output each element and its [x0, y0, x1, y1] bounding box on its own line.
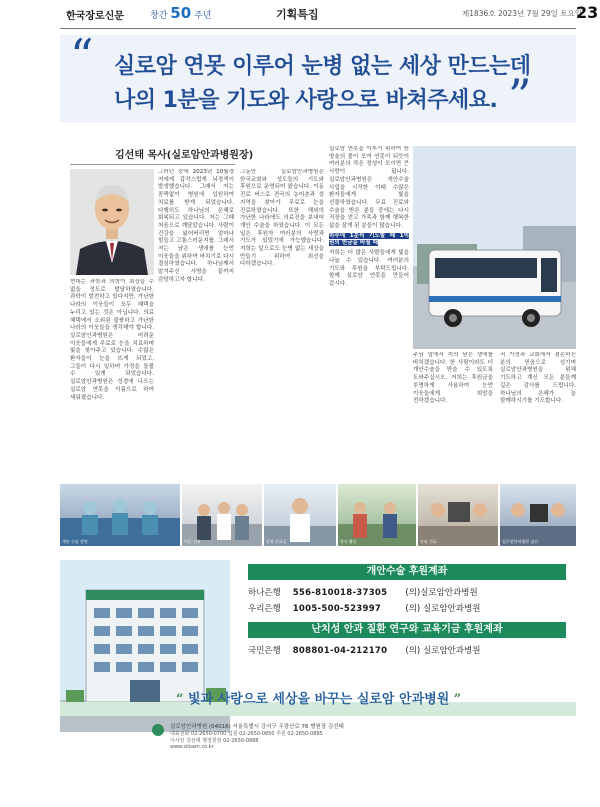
donation-advertisement [60, 560, 576, 750]
mobile-clinic-bus-photo [413, 146, 576, 349]
bank-name: 국민은행 [248, 646, 281, 656]
highlighted-quote: 하루에 1분씩 기도할 때 1억 원의 헌금을 바칠 때 [329, 232, 409, 247]
hospital-contact-footer [60, 722, 576, 750]
photo-caption: 이동 진료 [184, 539, 201, 544]
volunteers-icon [338, 484, 416, 546]
account-holder: (의) 실로암안과병원 [405, 604, 481, 614]
footer-phone: 대표전화 02-2650-0700 입원 02-2650-0850 후원 02-2650-0885 [170, 731, 323, 737]
photo-eye-exam [418, 484, 498, 546]
doctor-icon [264, 484, 336, 546]
author-byline: 김선태 목사(실로암안과병원장) [115, 150, 254, 161]
article-paragraph: 주님 앞에서 저의 남은 생애를 바치겠습니다. 한 사람이라도 더 개안수술을 받을 수 있도록 도와주십시오. 저희는 후원금을 투명하게 사용하여 눈먼 이웃들에게 희망을 전하겠습니다. [413, 352, 493, 405]
anniversary-number: 50 [170, 4, 192, 22]
anniversary-badge [150, 4, 211, 22]
slogan-text: 빛과 사랑으로 세상을 바꾸는 실로암 안과병원 [188, 692, 450, 707]
surgery-scene-icon [60, 484, 180, 546]
account-row [248, 602, 566, 615]
account-row [248, 586, 566, 599]
hospital-slogan [176, 688, 461, 707]
account-number: 1005-500-523997 [292, 604, 382, 614]
byline-divider [70, 164, 235, 165]
page-number: 23 [576, 3, 599, 22]
headline-box [60, 29, 576, 123]
anniversary-suffix: 주년 [194, 11, 212, 21]
footer-admin: 이사장 김선태 행정원장 02-2650-0888 [170, 738, 259, 744]
headline-line1: 실로암 연못 이루어 눈병 없는 세상 만드는데 [114, 54, 531, 79]
article-paragraph: 실로암 연못을 이루기 위하여 한 방울의 물이 모여 연못이 되듯이 여러분의 작은 정성이 모이면 큰 사랑이 됩니다. 실로암안과병원은 개안수술 사업을 시작한 이래 수많은 환자들에게 빛을 선물하였습니다. 무료 진료와 수술을 받은 분들 중에는 다시 직장을 얻고 가족과 함께 행복한 삶을 살게 된 분들이 많습니다. [329, 146, 409, 230]
account-holder: (의)실로암안과병원 [405, 588, 478, 598]
header-divider [60, 28, 576, 29]
photo-caption: 안과 진료 [420, 539, 437, 544]
checkup-icon [500, 484, 576, 546]
edition-info: 제1836호 2023년 7월 29일 토요일 [462, 9, 582, 18]
footer-website: www.siloam.co.kr [170, 744, 214, 750]
anniversary-prefix: 창간 [150, 11, 168, 21]
bus-illustration [413, 146, 576, 349]
footer-address: 실로암안과병원 (04016) 서울특별시 강서구 우장산로 76 병원장 김선태 [170, 724, 344, 730]
account-number: 556-810018-37305 [292, 588, 388, 598]
photo-clinic [264, 484, 336, 546]
photo-volunteer [338, 484, 416, 546]
photo-checkup [500, 484, 576, 546]
newspaper-name: 한국장로신문 [66, 11, 124, 22]
surgery-fund-title: 개안수술 후원계좌 [248, 564, 566, 580]
photo-surgery [60, 484, 180, 546]
article-column-6 [500, 352, 576, 479]
author-portrait [70, 169, 154, 275]
photo-strip [60, 484, 576, 546]
account-number: 808801-04-212170 [292, 646, 388, 656]
portrait-illustration [70, 169, 154, 275]
article-column-5 [413, 352, 493, 479]
open-quote-mark: “ [70, 29, 94, 83]
article-paragraph: 그동안 실로암안과병원은 한국교회와 성도들의 기도와 후원으로 운영되어 왔습니다. 이동 진료 버스로 전국의 농어촌과 섬 지역을 찾아가 무료로 눈을 진료하였습니다. 또한 해외의 가난한 나라에도 의료진을 보내어 개안 수술을 하였습니다. 이 모든 일은 후원자 여러분의 사랑과 기도가 있었기에 가능했습니다. 저희는 앞으로도 눈병 없는 세상을 만들기 위하여 최선을 다하겠습니다. [240, 169, 324, 268]
slogan-close-quote: ” [453, 692, 462, 707]
photo-caption: 실로암안과병원 검진 [502, 539, 539, 544]
research-fund-title: 난치성 안과 질환 연구와 교육기금 후원계좌 [248, 622, 566, 638]
group-photo-icon [182, 484, 262, 546]
headline-line2: 나의 1분을 기도와 사랑으로 바쳐주세요. [114, 88, 498, 113]
page-header [0, 0, 600, 28]
photo-mobile-clinic [182, 484, 262, 546]
photo-caption: 개안 수술 장면 [62, 539, 88, 544]
article-paragraph: 직 가정과 교회에서 겸손하신 분의 믿음으로 섬기며 실로암안과병원을 위해 기도하고 계신 모든 분들께 깊은 감사를 드립니다. 하나님의 은혜가 늘 함께하시기를 기도합니다. [500, 352, 576, 405]
photo-caption: 봉사 활동 [340, 539, 357, 544]
article-paragraph: 그러던 중에 2023년 10월경 저에게 갑작스럽게 뇌경색이 발생했습니다. 그래서 저는 꼼짝없이 병원에 입원하여 치료를 받게 되었습니다. 다행히도 하나님의 은혜로 회복되고 있습니다. 저는 그때 처음으로 깨달았습니다. 사람이 건강을 잃어버리면 얼마나 힘들고 고통스러운지를. 그래서 저는 남은 생애를 눈먼 이웃들을 위하여 바치기로 다시 결심하였습니다. 하나님께서 맡겨주신 사명을 끝까지 감당하고자 합니다. [158, 169, 234, 283]
article-column-1 [70, 279, 154, 479]
eye-exam-icon [418, 484, 498, 546]
article-paragraph: 저희는 더 많은 사람들에게 빛을 나눌 수 있습니다. 여러분의 기도와 후원을 부탁드립니다. 함께 실로암 연못을 만들어 갑시다. [329, 250, 409, 287]
article-paragraph: 현대는 과학과 의학이 최상을 수 없을 정도로 발달하였습니다. 과학이 발전하고 있다지만, 가난한 나라의 이웃들이 모두 혜택을 누리고 있는 것은 아닙니다. 의료 혜택에서 소외된 불쌍하고 가난한 나라의 이웃들을 생각해야 합니다. 실로암안과병원은 어려운 이웃들에게 무료로 눈을 치료하며 빛을 찾아주고 있습니다. 수많은 환자들이 눈을 뜨게 되었고, 그들이 다시 일하며 가정을 돌볼 수 있게 되었습니다. 실로암안과병원은 성경에 나오는 실로암 연못을 이름으로 하여 세워졌습니다. [70, 279, 154, 401]
account-holder: (의) 실로암안과병원 [405, 646, 481, 656]
article-column-2 [158, 169, 234, 479]
donation-accounts-box [238, 564, 576, 684]
slogan-open-quote: “ [176, 692, 184, 707]
bank-name: 우리은행 [248, 604, 281, 614]
account-row [248, 644, 566, 657]
article-column-4 [329, 146, 409, 479]
bank-name: 하나은행 [248, 588, 281, 598]
hospital-logo-icon [152, 724, 164, 736]
photo-caption: 안과 진료실 [266, 539, 287, 544]
section-title: 기획특집 [276, 8, 319, 21]
close-quote-mark: ” [508, 69, 532, 123]
article-column-3 [240, 169, 324, 479]
